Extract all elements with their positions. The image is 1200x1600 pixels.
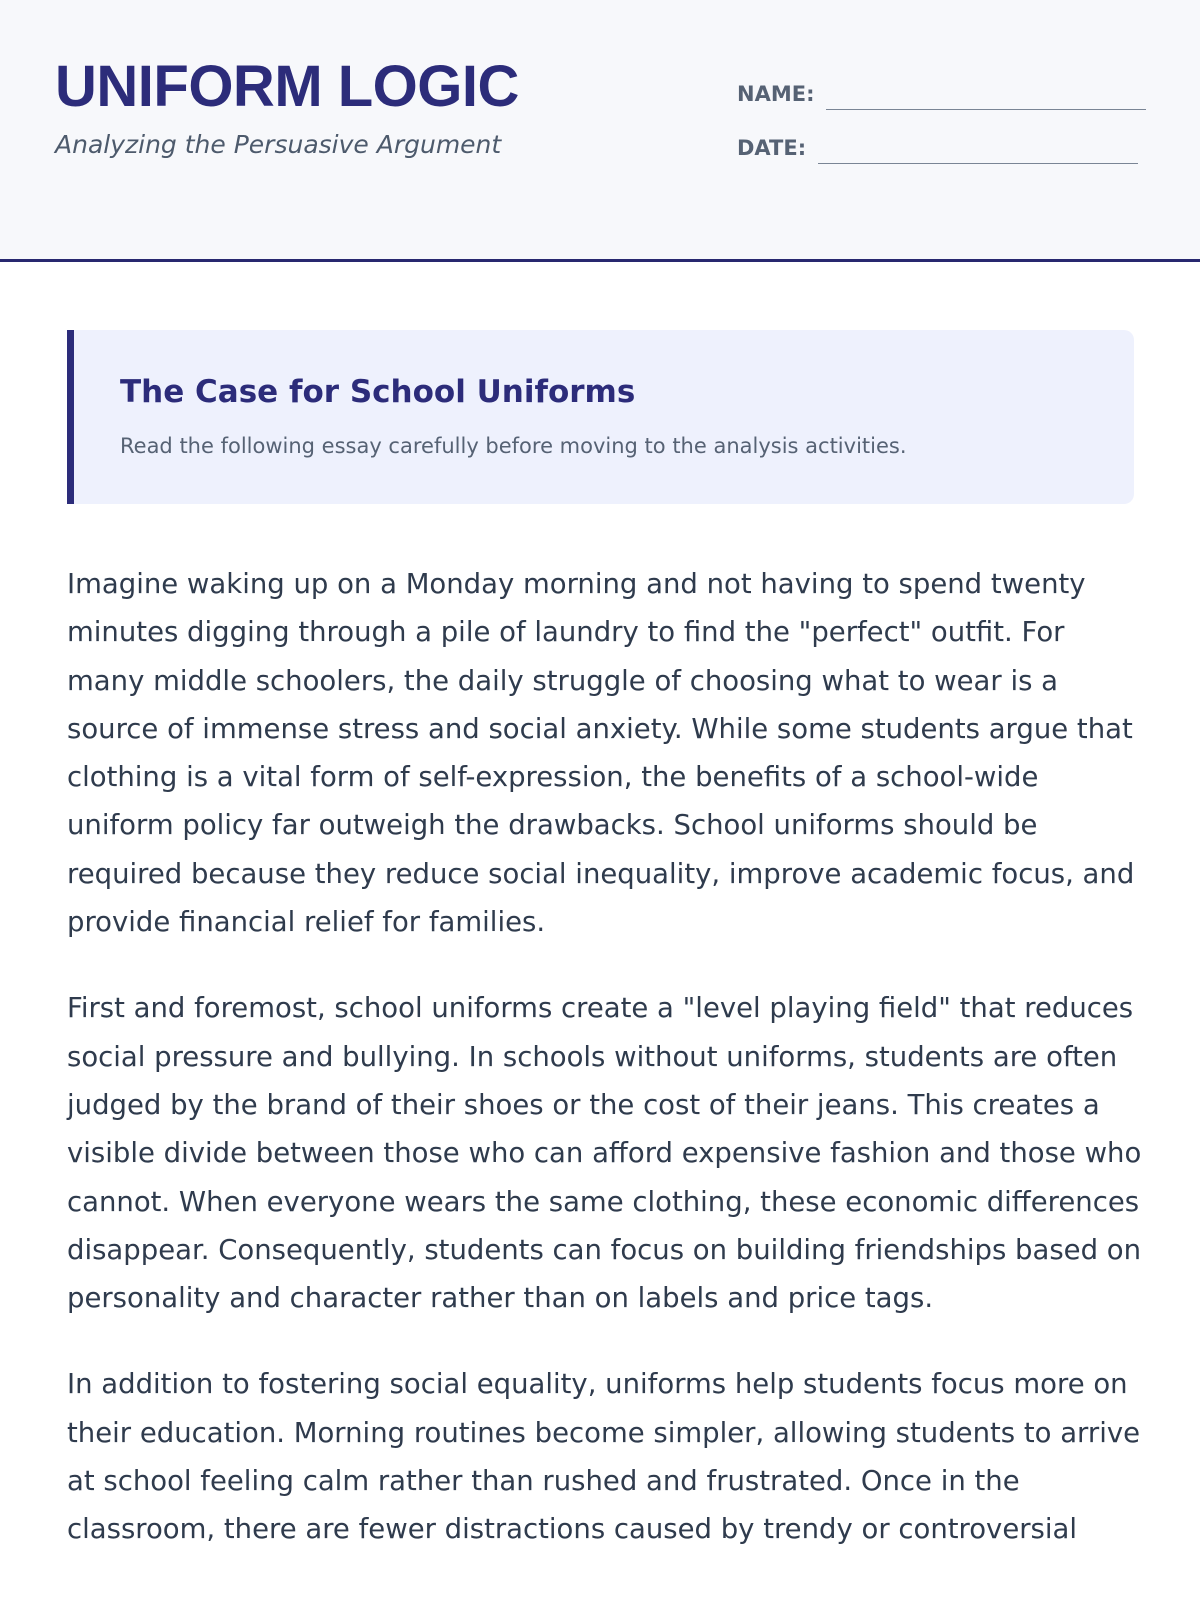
essay-paragraph-2: First and foremost, school uniforms create a "level playing field" that reduces social pressure and bullying. In schools without uniforms, students are often judged by the brand of their shoes or the cost of their jeans. This creates a visible divide between those who can afford expensive fashion and those who cannot. When everyone wears the same clothing, these economic differences disappear. Consequently, students can focus on building friendships based on personality and character rather than on labels and price tags. [67, 992, 1142, 1315]
name-field-row [737, 76, 1146, 110]
date-label: DATE: [737, 135, 807, 160]
intro-callout [67, 330, 1134, 504]
worksheet-subtitle: Analyzing the Persuasive Argument [55, 130, 502, 159]
name-label: NAME: [737, 81, 815, 106]
essay-body [67, 560, 1147, 1592]
date-field[interactable] [818, 130, 1138, 164]
name-field[interactable] [826, 76, 1146, 110]
essay-paragraph-3: In addition to fostering social equality, uniforms help students focus more on their education. Morning routines become simpler, allowing students to arrive at school feeling calm rather than rushed and frustrated. Once in the classroom, there are fewer distractions caused by trendy or controversial [67, 1368, 1141, 1546]
essay-paragraph-1: Imagine waking up on a Monday morning and not having to spend twenty minutes digging through a pile of laundry to find the "perfect" outfit. For many middle schoolers, the daily struggle of choosing what to wear is a source of immense stress and social anxiety. While some students argue that clothing is a vital form of self-expression, the benefits of a school-wide uniform policy far outweigh the drawbacks. School uniforms should be required because they reduce social inequality, improve academic focus, and provide financial relief for families. [67, 568, 1135, 939]
worksheet-header [0, 0, 1200, 262]
essay-title: The Case for School Uniforms [120, 374, 636, 410]
essay-instructions: Read the following essay carefully before moving to the analysis activities. [120, 434, 907, 458]
worksheet-title: UNIFORM LOGIC [55, 54, 519, 119]
date-field-row [737, 130, 1138, 164]
